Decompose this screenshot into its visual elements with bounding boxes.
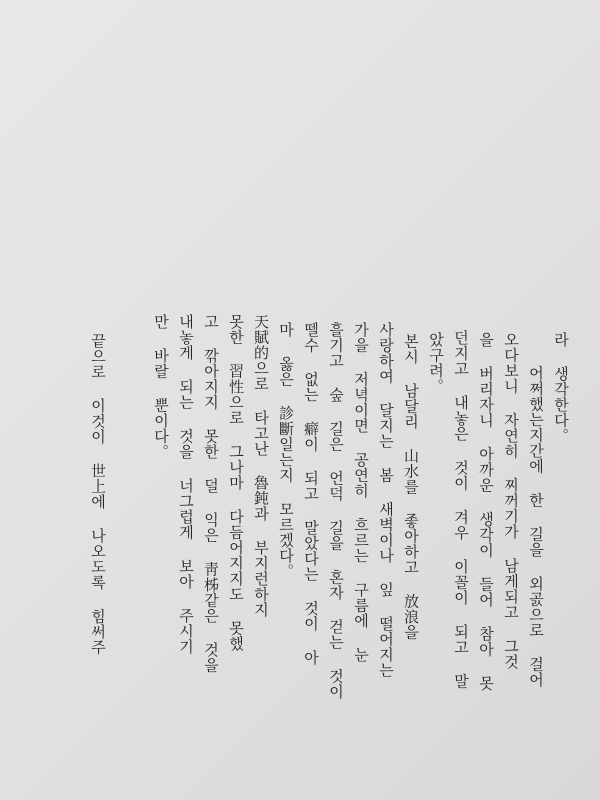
text-column-1: 라 생각한다。 (552, 332, 570, 444)
text-column-18: 끝으로 이것이 世上에 나오도록 힘써주 (89, 333, 107, 655)
text-column-15: 고 깎아지지 못한 덜 익은 靑柹같은 것을 (202, 314, 220, 673)
text-column-4: 을 버리자니 아까운 생각이 들어 참아 못 (477, 332, 495, 691)
text-column-2: 어쩌했는지간에 한 길을 외곬으로 걸어 (527, 350, 545, 688)
text-column-11: 뗄수 없는 癖이 되고 말았다는 것이 아 (302, 322, 320, 666)
text-column-8: 사랑하여 달지는 봄 새벽이나 잎 떨어지는 (377, 322, 395, 678)
text-column-13: 天賦的으로 타고난 魯鈍과 부지런하지 (252, 314, 270, 618)
text-column-16: 내놓게 되는 것을 너그럽게 보아 주시기 (177, 314, 195, 655)
text-column-7: 본시 남달리 山水를 좋아하고 放浪을 (402, 318, 420, 640)
text-column-12: 마 옳은 診斷일는지 모르겠다。 (277, 322, 295, 579)
text-column-17: 만 바랄 뿐이다。 (152, 314, 170, 460)
text-column-5: 던지고 내놓은 것이 겨우 이꼴이 되고 말 (452, 330, 470, 689)
text-column-6: 았구려。 (427, 332, 445, 394)
text-column-3: 오다보니 자연히 찌꺼기가 남게되고 그것 (502, 332, 520, 670)
text-column-9: 가을 저녁이면 공연히 흐르는 구름에 눈 (352, 322, 370, 663)
text-column-14: 못한 習性으로 그나마 다듬어지지도 못했 (227, 314, 245, 652)
text-column-10: 흘기고 숲 길은 언덕 길을 혼자 걷는 것이 (327, 322, 345, 700)
